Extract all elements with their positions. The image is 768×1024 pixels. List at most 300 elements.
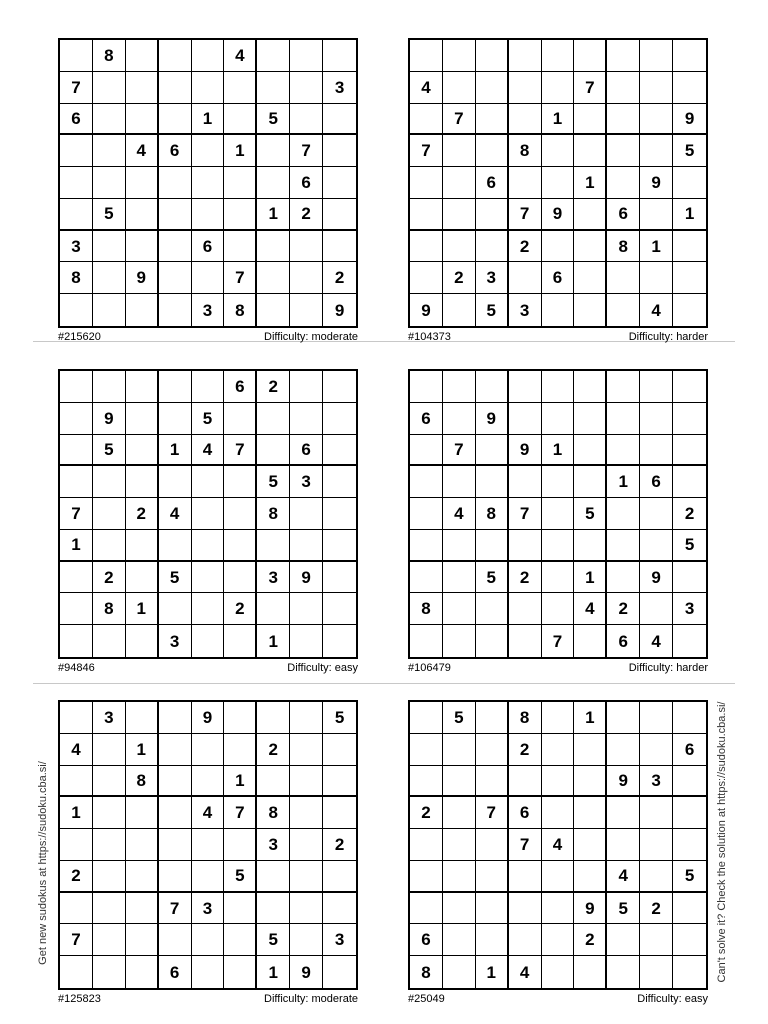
sudoku-cell: 3 [290, 466, 323, 498]
sudoku-cell [257, 40, 290, 72]
sudoku-cell: 1 [224, 135, 257, 167]
sudoku-cell: 2 [323, 262, 356, 294]
sudoku-cell: 4 [410, 72, 443, 104]
sudoku-cell [323, 625, 356, 657]
sudoku-cell: 5 [93, 435, 126, 467]
sudoku-cell [159, 40, 192, 72]
sudoku-cell: 2 [509, 562, 542, 594]
sudoku-cell: 6 [640, 466, 673, 498]
sudoku-cell [60, 199, 93, 231]
sudoku-cell [93, 829, 126, 861]
sudoku-cell [476, 371, 509, 403]
sudoku-cell [574, 829, 607, 861]
sudoku-cell [607, 135, 640, 167]
sudoku-cell [323, 104, 356, 136]
difficulty-label: Difficulty: moderate [264, 993, 358, 1005]
sudoku-cell [93, 104, 126, 136]
sudoku-cell: 2 [443, 262, 476, 294]
sudoku-cell [443, 956, 476, 988]
sudoku-cell [607, 797, 640, 829]
sudoku-cell: 6 [159, 956, 192, 988]
sudoku-cell: 2 [224, 593, 257, 625]
sudoku-cell [410, 861, 443, 893]
sudoku-cell: 6 [410, 403, 443, 435]
sudoku-cell [574, 466, 607, 498]
sudoku-cell: 9 [126, 262, 159, 294]
sudoku-cell [607, 435, 640, 467]
sudoku-cell [607, 371, 640, 403]
sudoku-cell [673, 403, 706, 435]
sudoku-cell: 4 [640, 294, 673, 326]
sudoku-cell: 8 [93, 593, 126, 625]
sudoku-cell: 2 [290, 199, 323, 231]
sudoku-cell [126, 294, 159, 326]
sudoku-cell [443, 72, 476, 104]
sudoku-cell [607, 167, 640, 199]
sudoku-cell [126, 466, 159, 498]
sudoku-cell [443, 530, 476, 562]
sudoku-cell [257, 262, 290, 294]
sudoku-cell [607, 956, 640, 988]
sudoku-cell [60, 562, 93, 594]
sudoku-cell [126, 72, 159, 104]
sudoku-cell [126, 167, 159, 199]
sudoku-cell: 2 [257, 734, 290, 766]
sudoku-puzzle [58, 369, 358, 677]
sudoku-cell [257, 435, 290, 467]
sudoku-cell [509, 262, 542, 294]
sudoku-cell [192, 167, 225, 199]
sudoku-cell [126, 371, 159, 403]
sudoku-cell [542, 498, 575, 530]
sudoku-cell [290, 40, 323, 72]
sudoku-cell [542, 294, 575, 326]
sudoku-cell [410, 435, 443, 467]
sudoku-cell: 6 [673, 734, 706, 766]
sudoku-cell [607, 562, 640, 594]
sudoku-cell: 1 [257, 956, 290, 988]
sudoku-cell: 9 [640, 167, 673, 199]
sudoku-cell [290, 371, 323, 403]
sudoku-cell [542, 562, 575, 594]
sudoku-cell [476, 893, 509, 925]
sudoku-cell: 9 [509, 435, 542, 467]
sudoku-cell [574, 435, 607, 467]
sudoku-cell [159, 593, 192, 625]
sudoku-cell [159, 72, 192, 104]
sudoku-cell [673, 40, 706, 72]
sudoku-cell [607, 104, 640, 136]
sudoku-cell [410, 199, 443, 231]
sudoku-cell: 7 [60, 498, 93, 530]
sudoku-cell [224, 199, 257, 231]
sudoku-cell: 1 [640, 231, 673, 263]
sudoku-cell [159, 924, 192, 956]
sudoku-cell [542, 734, 575, 766]
sudoku-cell [443, 231, 476, 263]
sudoku-cell [257, 593, 290, 625]
sudoku-cell [673, 72, 706, 104]
sudoku-cell [93, 498, 126, 530]
sudoku-cell [126, 435, 159, 467]
sudoku-cell [323, 371, 356, 403]
sudoku-cell [542, 702, 575, 734]
sudoku-cell [290, 530, 323, 562]
sudoku-cell [323, 562, 356, 594]
sudoku-cell: 7 [60, 924, 93, 956]
sudoku-cell: 1 [60, 797, 93, 829]
sudoku-cell [224, 893, 257, 925]
sudoku-cell: 5 [476, 294, 509, 326]
sudoku-grid [58, 700, 358, 990]
sudoku-cell [410, 104, 443, 136]
sudoku-cell [542, 72, 575, 104]
sudoku-cell [159, 371, 192, 403]
sudoku-cell [323, 498, 356, 530]
sudoku-cell [476, 135, 509, 167]
sudoku-cell [476, 829, 509, 861]
sudoku-cell [224, 403, 257, 435]
sudoku-cell [60, 766, 93, 798]
sudoku-cell [192, 40, 225, 72]
sudoku-cell: 2 [607, 593, 640, 625]
sudoku-puzzle [408, 38, 708, 346]
sudoku-cell [192, 262, 225, 294]
sudoku-cell: 4 [126, 135, 159, 167]
sudoku-cell: 3 [159, 625, 192, 657]
sudoku-cell [509, 625, 542, 657]
sudoku-cell [159, 167, 192, 199]
sudoku-cell [410, 766, 443, 798]
sudoku-cell [224, 466, 257, 498]
sudoku-cell [257, 167, 290, 199]
sudoku-cell [673, 262, 706, 294]
sudoku-cell [443, 40, 476, 72]
sudoku-cell [410, 893, 443, 925]
sudoku-cell [640, 199, 673, 231]
sudoku-cell [126, 199, 159, 231]
sudoku-cell: 3 [257, 562, 290, 594]
sudoku-cell [673, 893, 706, 925]
sudoku-cell [192, 498, 225, 530]
sudoku-cell [410, 262, 443, 294]
sudoku-cell [443, 466, 476, 498]
sudoku-cell [574, 104, 607, 136]
sudoku-cell [192, 924, 225, 956]
sudoku-cell [192, 135, 225, 167]
sudoku-cell [542, 766, 575, 798]
sudoku-cell [224, 167, 257, 199]
sudoku-cell: 6 [192, 231, 225, 263]
sudoku-cell [542, 956, 575, 988]
sudoku-cell: 1 [257, 199, 290, 231]
sudoku-cell [93, 294, 126, 326]
sudoku-cell: 7 [443, 104, 476, 136]
sudoku-cell: 5 [607, 893, 640, 925]
sudoku-cell [476, 702, 509, 734]
sudoku-cell [159, 403, 192, 435]
sudoku-cell: 2 [509, 734, 542, 766]
sudoku-cell [443, 734, 476, 766]
sudoku-cell: 6 [607, 199, 640, 231]
sudoku-cell: 9 [290, 956, 323, 988]
sudoku-cell: 2 [93, 562, 126, 594]
sudoku-cell [410, 625, 443, 657]
sudoku-cell [93, 231, 126, 263]
sudoku-cell [509, 893, 542, 925]
sudoku-cell [290, 893, 323, 925]
sudoku-cell [607, 72, 640, 104]
sudoku-cell [542, 167, 575, 199]
sudoku-cell: 8 [224, 294, 257, 326]
sudoku-cell [192, 861, 225, 893]
sudoku-cell: 8 [476, 498, 509, 530]
sudoku-cell [192, 371, 225, 403]
sudoku-cell [476, 72, 509, 104]
sudoku-cell: 5 [574, 498, 607, 530]
sudoku-cell [257, 403, 290, 435]
sudoku-cell [476, 231, 509, 263]
sudoku-cell [673, 829, 706, 861]
sudoku-cell [574, 294, 607, 326]
sudoku-cell [443, 861, 476, 893]
sudoku-cell [159, 231, 192, 263]
sudoku-cell [126, 625, 159, 657]
sudoku-cell: 5 [323, 702, 356, 734]
sudoku-cell [93, 466, 126, 498]
sudoku-cell [290, 829, 323, 861]
sudoku-cell [60, 403, 93, 435]
sudoku-cell: 4 [607, 861, 640, 893]
sudoku-cell [60, 829, 93, 861]
sudoku-cell: 8 [509, 702, 542, 734]
sudoku-cell: 9 [673, 104, 706, 136]
row-divider [33, 683, 735, 684]
sudoku-cell: 9 [607, 766, 640, 798]
sudoku-cell [640, 498, 673, 530]
sudoku-cell [224, 231, 257, 263]
sudoku-cell: 1 [60, 530, 93, 562]
sudoku-cell [673, 435, 706, 467]
sudoku-cell [159, 797, 192, 829]
sudoku-cell [509, 861, 542, 893]
sudoku-cell [443, 766, 476, 798]
sudoku-cell [410, 734, 443, 766]
sudoku-cell [192, 829, 225, 861]
sudoku-cell [126, 231, 159, 263]
sudoku-cell [60, 40, 93, 72]
sudoku-cell: 1 [159, 435, 192, 467]
sudoku-cell: 8 [93, 40, 126, 72]
sudoku-cell: 7 [509, 498, 542, 530]
sudoku-cell [93, 861, 126, 893]
sudoku-cell [93, 766, 126, 798]
sudoku-cell: 1 [126, 734, 159, 766]
sudoku-puzzle [408, 700, 708, 1008]
sudoku-cell: 2 [257, 371, 290, 403]
sudoku-cell [323, 893, 356, 925]
sudoku-cell [159, 466, 192, 498]
sudoku-cell: 5 [673, 135, 706, 167]
sudoku-grid [58, 38, 358, 328]
sudoku-cell [476, 593, 509, 625]
sudoku-cell: 5 [257, 924, 290, 956]
sudoku-cell [323, 734, 356, 766]
puzzle-id: #94846 [58, 662, 95, 674]
sudoku-cell [640, 371, 673, 403]
sudoku-cell: 2 [673, 498, 706, 530]
sudoku-cell [443, 199, 476, 231]
sudoku-cell: 6 [60, 104, 93, 136]
sudoku-cell [192, 593, 225, 625]
sudoku-cell: 2 [410, 797, 443, 829]
sudoku-cell [159, 294, 192, 326]
sudoku-cell [323, 593, 356, 625]
sudoku-cell: 5 [443, 702, 476, 734]
sudoku-cell [290, 702, 323, 734]
sudoku-cell: 2 [126, 498, 159, 530]
sudoku-cell [443, 403, 476, 435]
sudoku-cell [159, 530, 192, 562]
sudoku-cell [159, 861, 192, 893]
sudoku-cell [443, 135, 476, 167]
sudoku-cell [126, 104, 159, 136]
sudoku-cell [574, 530, 607, 562]
sudoku-cell: 8 [410, 956, 443, 988]
sudoku-cell [323, 530, 356, 562]
sudoku-cell: 6 [476, 167, 509, 199]
sudoku-cell [640, 530, 673, 562]
sudoku-cell [60, 956, 93, 988]
sudoku-cell [60, 702, 93, 734]
sudoku-cell [443, 562, 476, 594]
sudoku-cell: 3 [640, 766, 673, 798]
sudoku-cell [607, 262, 640, 294]
sudoku-cell [607, 403, 640, 435]
sudoku-cell [509, 924, 542, 956]
sudoku-cell [443, 625, 476, 657]
sudoku-cell [509, 40, 542, 72]
sudoku-cell [607, 734, 640, 766]
sudoku-cell: 5 [257, 466, 290, 498]
sudoku-cell [93, 262, 126, 294]
sudoku-cell: 9 [640, 562, 673, 594]
sudoku-cell [60, 167, 93, 199]
sudoku-cell [542, 40, 575, 72]
sudoku-cell [574, 766, 607, 798]
sudoku-cell: 2 [640, 893, 673, 925]
sudoku-cell [574, 956, 607, 988]
sudoku-cell [574, 797, 607, 829]
sudoku-cell [443, 371, 476, 403]
sudoku-cell [93, 734, 126, 766]
sudoku-cell [290, 262, 323, 294]
sudoku-cell [192, 625, 225, 657]
sudoku-cell: 4 [192, 435, 225, 467]
sudoku-cell [509, 403, 542, 435]
sudoku-cell: 4 [509, 956, 542, 988]
sudoku-cell: 8 [257, 797, 290, 829]
sudoku-cell [224, 562, 257, 594]
sudoku-cell [673, 562, 706, 594]
difficulty-label: Difficulty: harder [628, 331, 708, 343]
sudoku-cell [673, 371, 706, 403]
sudoku-cell [323, 435, 356, 467]
sudoku-grid [408, 369, 708, 659]
sudoku-cell [542, 466, 575, 498]
sudoku-grid [408, 700, 708, 990]
sudoku-cell [509, 104, 542, 136]
sudoku-cell [93, 625, 126, 657]
sudoku-cell: 3 [323, 72, 356, 104]
sudoku-cell [323, 403, 356, 435]
sudoku-cell: 9 [192, 702, 225, 734]
sudoku-cell [93, 371, 126, 403]
sudoku-cell: 3 [476, 262, 509, 294]
sudoku-cell: 1 [574, 702, 607, 734]
sudoku-cell [509, 167, 542, 199]
sudoku-cell: 7 [224, 435, 257, 467]
sudoku-cell [476, 199, 509, 231]
sudoku-cell [126, 562, 159, 594]
sudoku-cell [574, 625, 607, 657]
sudoku-cell: 5 [192, 403, 225, 435]
sudoku-cell: 9 [542, 199, 575, 231]
sudoku-cell: 7 [224, 262, 257, 294]
sudoku-cell [224, 702, 257, 734]
sudoku-cell [476, 625, 509, 657]
sudoku-cell [542, 893, 575, 925]
sudoku-cell [290, 498, 323, 530]
sudoku-cell [542, 371, 575, 403]
sudoku-cell [410, 167, 443, 199]
sudoku-cell: 1 [574, 562, 607, 594]
sudoku-cell [224, 104, 257, 136]
sudoku-cell [410, 702, 443, 734]
sudoku-cell: 6 [224, 371, 257, 403]
sudoku-cell [640, 403, 673, 435]
sudoku-cell [410, 530, 443, 562]
sudoku-cell: 8 [607, 231, 640, 263]
sudoku-cell: 1 [607, 466, 640, 498]
sudoku-cell: 5 [93, 199, 126, 231]
sudoku-cell: 4 [192, 797, 225, 829]
sudoku-cell [257, 702, 290, 734]
sudoku-cell [542, 403, 575, 435]
sudoku-cell [673, 294, 706, 326]
sudoku-cell [60, 371, 93, 403]
sudoku-cell [224, 530, 257, 562]
sudoku-cell [476, 40, 509, 72]
sudoku-cell [126, 797, 159, 829]
sudoku-puzzle [408, 369, 708, 677]
sudoku-cell [443, 167, 476, 199]
sudoku-cell [509, 371, 542, 403]
sudoku-cell: 7 [159, 893, 192, 925]
sudoku-cell [443, 294, 476, 326]
difficulty-label: Difficulty: harder [628, 662, 708, 674]
sudoku-cell [574, 403, 607, 435]
sudoku-cell [290, 625, 323, 657]
sudoku-cell [509, 72, 542, 104]
sudoku-cell: 4 [60, 734, 93, 766]
sudoku-cell: 3 [257, 829, 290, 861]
puzzle-id: #104373 [408, 331, 451, 343]
sudoku-cell [290, 734, 323, 766]
sudoku-cell: 9 [574, 893, 607, 925]
sudoku-cell [290, 797, 323, 829]
sudoku-cell [224, 72, 257, 104]
